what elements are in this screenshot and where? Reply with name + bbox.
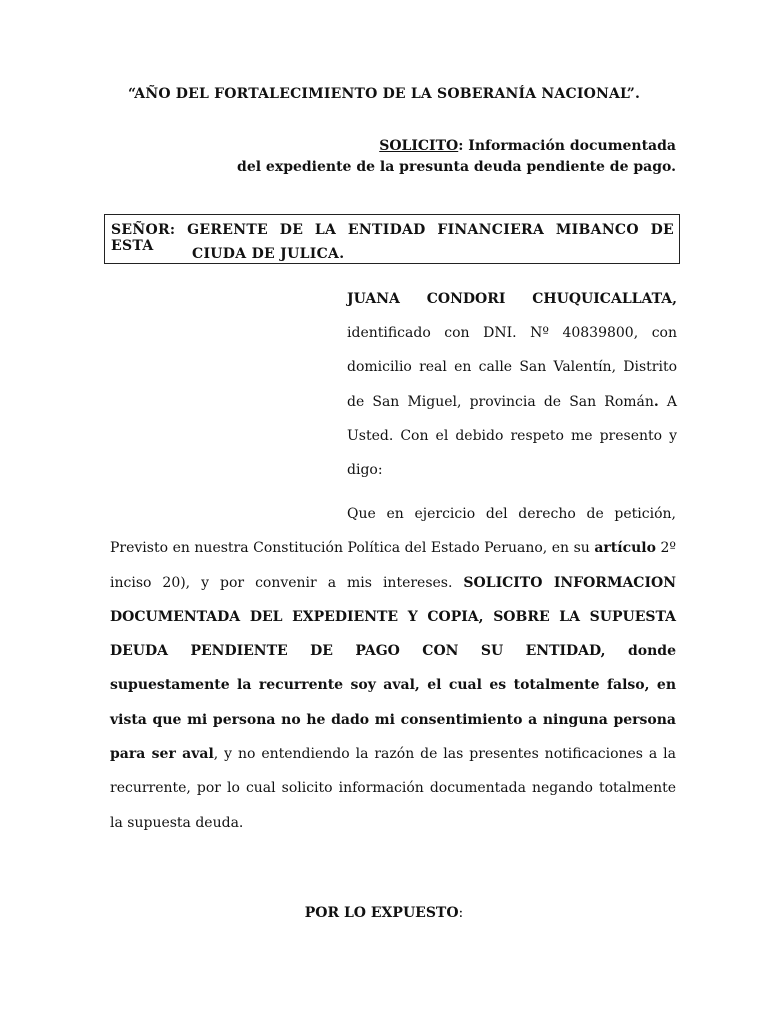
solicito-line-2: del expediente de la presunta deuda pendiente de pago. xyxy=(237,159,676,175)
closing-text: POR LO EXPUESTO xyxy=(304,905,459,921)
petitioner-name: JUANA CONDORI CHUQUICALLATA, xyxy=(347,291,677,307)
body-articulo: artículo xyxy=(594,540,656,557)
solicito-label: SOLICITO xyxy=(379,138,459,154)
petition-body xyxy=(110,497,676,840)
petitioner-greeting: A Usted. Con el debido respeto me presento y digo: xyxy=(347,393,677,479)
closing-line xyxy=(0,905,768,921)
body-text-2: 2º inciso 20), y por convenir a mis intereses. xyxy=(110,540,676,591)
addressee-line-1: SEÑOR: GERENTE DE LA ENTIDAD FINANCIERA MIBANCO DE ESTA xyxy=(111,222,674,254)
body-request-bold: SOLICITO INFORMACION DOCUMENTADA DEL EXPEDIENTE Y COPIA, SOBRE LA SUPUESTA DEUDA PENDIENTE DE PAGO CON SU ENTIDAD, donde supuestamente la recurrente soy aval, el cual es totalmente falso, en vista que mi persona no he dado mi consentimiento a ninguna persona para ser aval xyxy=(110,574,676,763)
closing-colon: : xyxy=(458,905,464,921)
addressee-box xyxy=(104,214,680,264)
body-text-1: Que en ejercicio del derecho de petición, Previsto en nuestra Constitución Política del Estado Peruano, en su xyxy=(110,506,676,557)
petitioner-block xyxy=(347,282,677,487)
petitioner-details: identificado con DNI. Nº 40839800, con domicilio real en calle San Valentín, Distrito de San Miguel, provincia de San Román xyxy=(347,325,677,410)
addressee-line-2: CIUDA DE JULICA. xyxy=(192,246,345,262)
solicito-line-1 xyxy=(237,136,676,157)
solicito-heading xyxy=(237,136,676,178)
year-motto: “AÑO DEL FORTALECIMIENTO DE LA SOBERANÍA NACIONAL”. xyxy=(127,86,641,102)
solicito-subject: : Información documentada xyxy=(458,138,676,154)
petitioner-dot: . xyxy=(653,393,659,410)
body-text-3: , y no entendiendo la razón de las presentes notificaciones a la recurrente, por lo cual solicito información documentada negando totalmente la supuesta deuda. xyxy=(110,746,676,831)
